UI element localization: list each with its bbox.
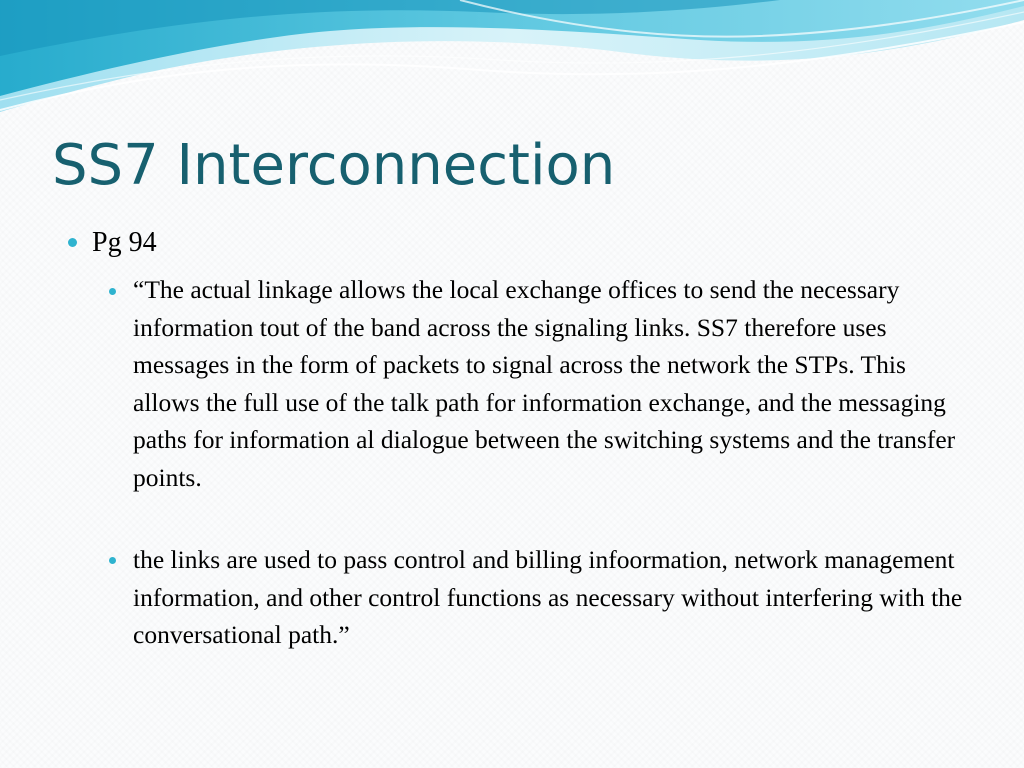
header-wave-decoration — [0, 0, 1024, 120]
bullet-icon — [68, 238, 77, 247]
level2-bullet-text-1: “The actual linkage allows the local exchange offices to send the necessary information tout of the band across the signaling links. SS7 therefore uses messages in the form of packets to signal across the network the STPs. This allows the full use of the talk path for information exchange, and the messaging paths for information al dialogue between the switching systems and the transfer points. — [133, 275, 956, 492]
level1-bullet-text: Pg 94 — [92, 227, 157, 258]
bullet-icon — [109, 288, 116, 295]
slide-title: SS7 Interconnection — [52, 133, 616, 198]
level2-bullet-text-2: the links are used to pass control and billing infoormation, network management information, and other control functions as necessary without interfering with the conversational path.” — [133, 545, 963, 650]
bullet-icon — [109, 557, 116, 564]
